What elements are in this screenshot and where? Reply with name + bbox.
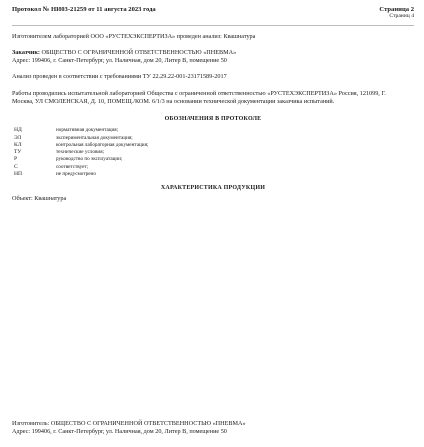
- applicant-name: ОБЩЕСТВО С ОГРАНИЧЕННОЙ ОТВЕТСТВЕННОСТЬЮ «ПНЕВМА»: [41, 48, 237, 56]
- object-line: Объект: Квашнатура: [12, 194, 67, 202]
- legend-row: [14, 142, 256, 149]
- legend-row: [14, 135, 256, 142]
- legend-desc: экспериментальная документация;: [56, 134, 133, 141]
- legend-table: [14, 127, 256, 178]
- producer-line: Изготовителем лабораторией ООО «РУСТЕХЭКСПЕРТИЗА» проведен анализ: Квашнатура: [12, 33, 256, 40]
- applicant-label: Заказчик:: [12, 48, 40, 56]
- legend-code: ТУ: [14, 149, 22, 156]
- legend-code: КЛ: [14, 141, 22, 148]
- characteristic-title: ХАРАКТЕРИСТИКА ПРОДУКЦИИ: [160, 185, 266, 192]
- applicant-block: [12, 49, 414, 65]
- legend-row: [14, 149, 256, 156]
- legend-desc: технические условия;: [56, 149, 105, 156]
- legend-row: [14, 164, 256, 171]
- characteristic-section: [12, 185, 414, 203]
- pages-total: Страниц 4: [389, 13, 414, 20]
- work-info: Работы проводились испытательной лабораторией Общества с ограниченной ответственностью «РУСТЕХЭКСПЕРТИЗА» Россия, 121099, Г. Москва, УЛ СМОЛЕНСКАЯ, Д. 10, ПОМЕЩ./КОМ. 6/1/3 на основании технической документации заказчика испытаний.: [12, 89, 386, 105]
- legend-code: ЭЛ: [14, 134, 22, 141]
- legend-desc: контрольная лабораторная документация;: [56, 141, 149, 148]
- legend-desc: руководство по эксплуатации;: [56, 156, 123, 163]
- legend-desc: не предусмотрено: [56, 170, 96, 177]
- legend-code: НД: [14, 127, 22, 134]
- manufacturer-line: Изготовитель: ОБЩЕСТВО С ОГРАНИЧЕННОЙ ОТВЕТСТВЕННОСТЬЮ «ПНЕВМА»: [12, 420, 246, 427]
- manufacturer-block: [12, 420, 414, 436]
- legend-title: ОБОЗНАЧЕНИЯ В ПРОТОКОЛЕ: [164, 115, 262, 122]
- legend-desc: нормативная документация;: [56, 127, 119, 134]
- legend-row: [14, 127, 256, 134]
- protocol-number: Протокол № НИ03-21259 от 11 августа 2023 года: [12, 6, 156, 13]
- page-label: Страница 2: [379, 6, 414, 13]
- legend-row: [14, 156, 256, 163]
- legend-row: [14, 171, 256, 178]
- manufacturer-address: Адрес: 199406, г. Санкт-Петербург, ул. Наличная, дом 20, Литер В, помещение 50: [12, 427, 227, 435]
- legend-section: [12, 116, 414, 179]
- legend-code: НП: [14, 170, 23, 177]
- legend-code: С: [14, 163, 18, 170]
- legend-code: Р: [14, 156, 18, 163]
- page-header: [12, 6, 414, 26]
- page-counter: [379, 6, 414, 19]
- legend-desc: соответствует;: [56, 163, 89, 170]
- analysis-line: Анализ проведен в соответствии с требованиями ТУ 22.29.22-001-23171589-2017: [12, 72, 227, 80]
- applicant-address: Адрес: 199406, г. Санкт-Петербург, ул. Наличная, дом 20, Литер В, помещение 50: [12, 56, 227, 64]
